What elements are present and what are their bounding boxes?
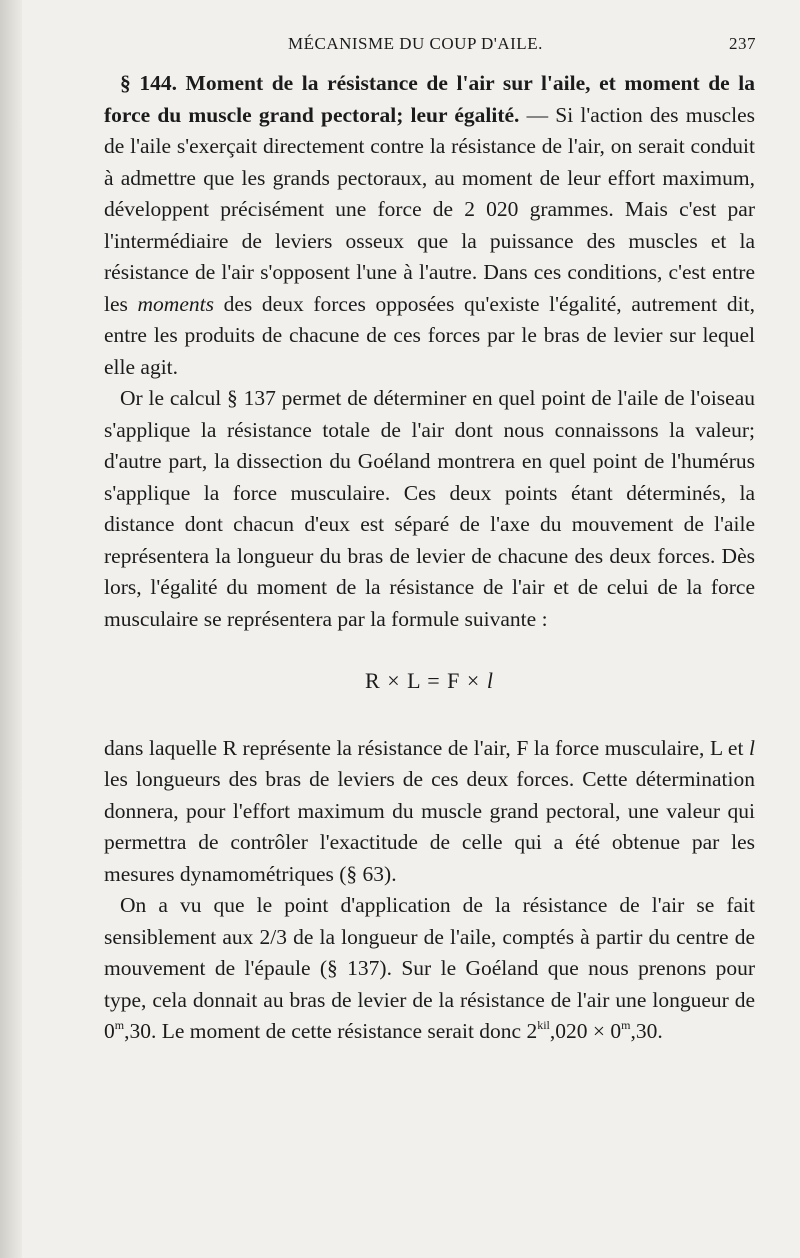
running-header: [100, 34, 756, 58]
formula-l-variable: l: [486, 668, 494, 693]
paragraph-3-text-b: les longueurs des bras de leviers de ces deux forces. Cette détermination donnera, pour l'effort maximum du muscle grand pectoral, une valeur qui permettra de contrôler l'exactitude de celle qui a été obtenue par les mesures dynamométriques (§ 63).: [104, 767, 755, 886]
running-title: MÉCANISME DU COUP D'AILE.: [288, 34, 543, 53]
emphasis-moments: moments: [137, 291, 214, 316]
section-number: § 144.: [120, 71, 177, 95]
paragraph-4-text-a: On a vu que le point d'application de la résistance de l'air se fait sensiblement aux 2/3 de la longueur de l'aile, comptés à partir du centre de mouvement de l'épaule (§ 137). Sur le Goéland que nous prenons pour type, cela donnait au bras de levier de la résistance de l'air une longueur de 0: [104, 893, 755, 1043]
page-body: [104, 68, 755, 1048]
unit-kilo-sup: kil: [537, 1017, 550, 1032]
paragraph-1-text-a: — Si l'action des muscles de l'aile s'exerçait directement contre la résistance de l'air, on serait conduit à admettre que les grands pectoraux, au moment de leur effort maximum, développent précisément une force de 2 020 grammes. Mais c'est par l'intermédiaire de leviers osseux que la puissance des muscles et la résistance de l'air s'opposent l'une à l'autre. Dans ces conditions, c'est entre les: [104, 102, 755, 316]
paragraph-1-text-b: des deux forces opposées qu'existe l'égalité, autrement dit, entre les produits de chacune de ces forces par le bras de levier sur lequel elle agit.: [104, 291, 755, 379]
unit-meter-sup-2: m: [621, 1017, 631, 1032]
variable-l: l: [749, 735, 755, 760]
paragraph-section-144: [104, 68, 755, 383]
paragraph-3-text-a: dans laquelle R représente la résistance de l'air, F la force musculaire, L et: [104, 735, 750, 760]
page-gutter-shadow: [0, 0, 22, 1258]
paragraph-3: [104, 733, 755, 891]
section-title: Moment de la résistance de l'air sur l'aile, et moment de la force du muscle grand pectoral; leur égalité.: [104, 71, 755, 127]
page-number: 237: [729, 34, 756, 53]
paragraph-4: [104, 890, 755, 1048]
paragraph-4-text-b: ,30. Le moment de cette résistance serait donc 2: [124, 1019, 538, 1043]
unit-meter-sup-1: m: [114, 1017, 125, 1032]
paragraph-2: Or le calcul § 137 permet de déterminer en quel point de l'aile de l'oiseau s'applique la résistance totale de l'air dont nous connaissons la valeur; d'autre part, la dissection du Goéland montrera en quel point de l'humérus s'applique la force musculaire. Ces deux points étant déterminés, la distance dont chacun d'eux est séparé de l'axe du mouvement de l'aile représentera la longueur du bras de levier de chacune des deux forces. Dès lors, l'égalité du moment de la résistance de l'air et de celui de la force musculaire se représentera par la formule suivante :: [104, 386, 755, 631]
formula-expression: R × L = F ×: [365, 668, 487, 693]
formula: [104, 665, 755, 697]
paragraph-4-text-c: ,020 × 0: [549, 1019, 622, 1043]
paragraph-4-text-d: ,30.: [630, 1019, 663, 1043]
